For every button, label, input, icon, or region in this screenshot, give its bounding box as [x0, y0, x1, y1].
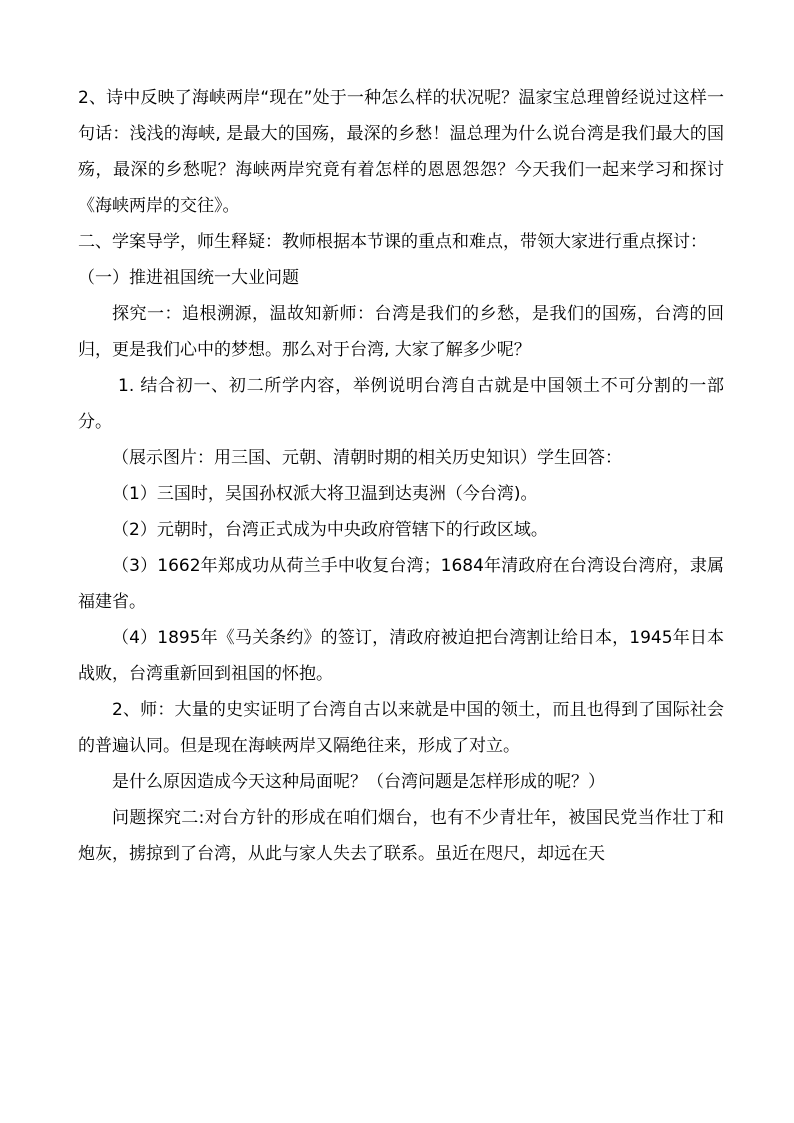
subheading-unification: （一）推进祖国统一大业问题 [78, 268, 299, 288]
paragraph-show-images: （展示图片：用三国、元朝、清朝时期的相关历史知识）学生回答： [112, 448, 622, 468]
paragraph-intro-question: 2、诗中反映了海峡两岸“现在”处于一种怎么样的状况呢？温家宝总理曾经说过这样一句话：浅浅的海峡, 是最大的国殇，最深的乡愁！温总理为什么说台湾是我们最大的国殇，最深的乡愁呢？海峡两岸究竟有着怎样的恩恩怨怨？今天我们一起来学习和探讨《海峡两岸的交往》。 [78, 88, 724, 216]
paragraph-item-one: 1. 结合初一、初二所学内容，举例说明台湾自古就是中国领土不可分割的一部分。 [78, 376, 724, 432]
paragraph-exploration-two: 问题探究二:对台方针的形成在咱们烟台，也有不少青壮年，被国民党当作壮丁和炮灰，掳掠到了台湾，从此与家人失去了联系。虽近在咫尺，却远在天 [78, 808, 724, 864]
list-item-three-kingdoms: （1）三国时，吴国孙权派大将卫温到达夷洲（今台湾)。 [112, 484, 538, 504]
list-item-treaty: （4）1895年《马关条约》的签订，清政府被迫把台湾割让给日本，1945年日本战败，台湾重新回到祖国的怀抱。 [78, 628, 724, 684]
paragraph-section-two: 二、学案导学，师生释疑：教师根据本节课的重点和难点，带领大家进行重点探讨： [78, 232, 707, 252]
paragraph-cause-question: 是什么原因造成今天这种局面呢？（台湾问题是怎样形成的呢？） [112, 772, 605, 792]
paragraph-teacher-evidence: 2、师：大量的史实证明了台湾自古以来就是中国的领土，而且也得到了国际社会的普遍认同。但是现在海峡两岸又隔绝往来，形成了对立。 [78, 700, 724, 756]
document-page [78, 80, 724, 872]
list-item-yuan-dynasty: （2）元朝时，台湾正式成为中央政府管辖下的行政区域。 [112, 520, 548, 540]
paragraph-exploration-one: 探究一：追根溯源，温故知新师：台湾是我们的乡愁，是我们的国殇，台湾的回归，更是我们心中的梦想。那么对于台湾, 大家了解多少呢？ [78, 304, 724, 360]
list-item-zheng-chenggong: （3）1662年郑成功从荷兰手中收复台湾；1684年清政府在台湾设台湾府，隶属福建省。 [78, 556, 724, 612]
